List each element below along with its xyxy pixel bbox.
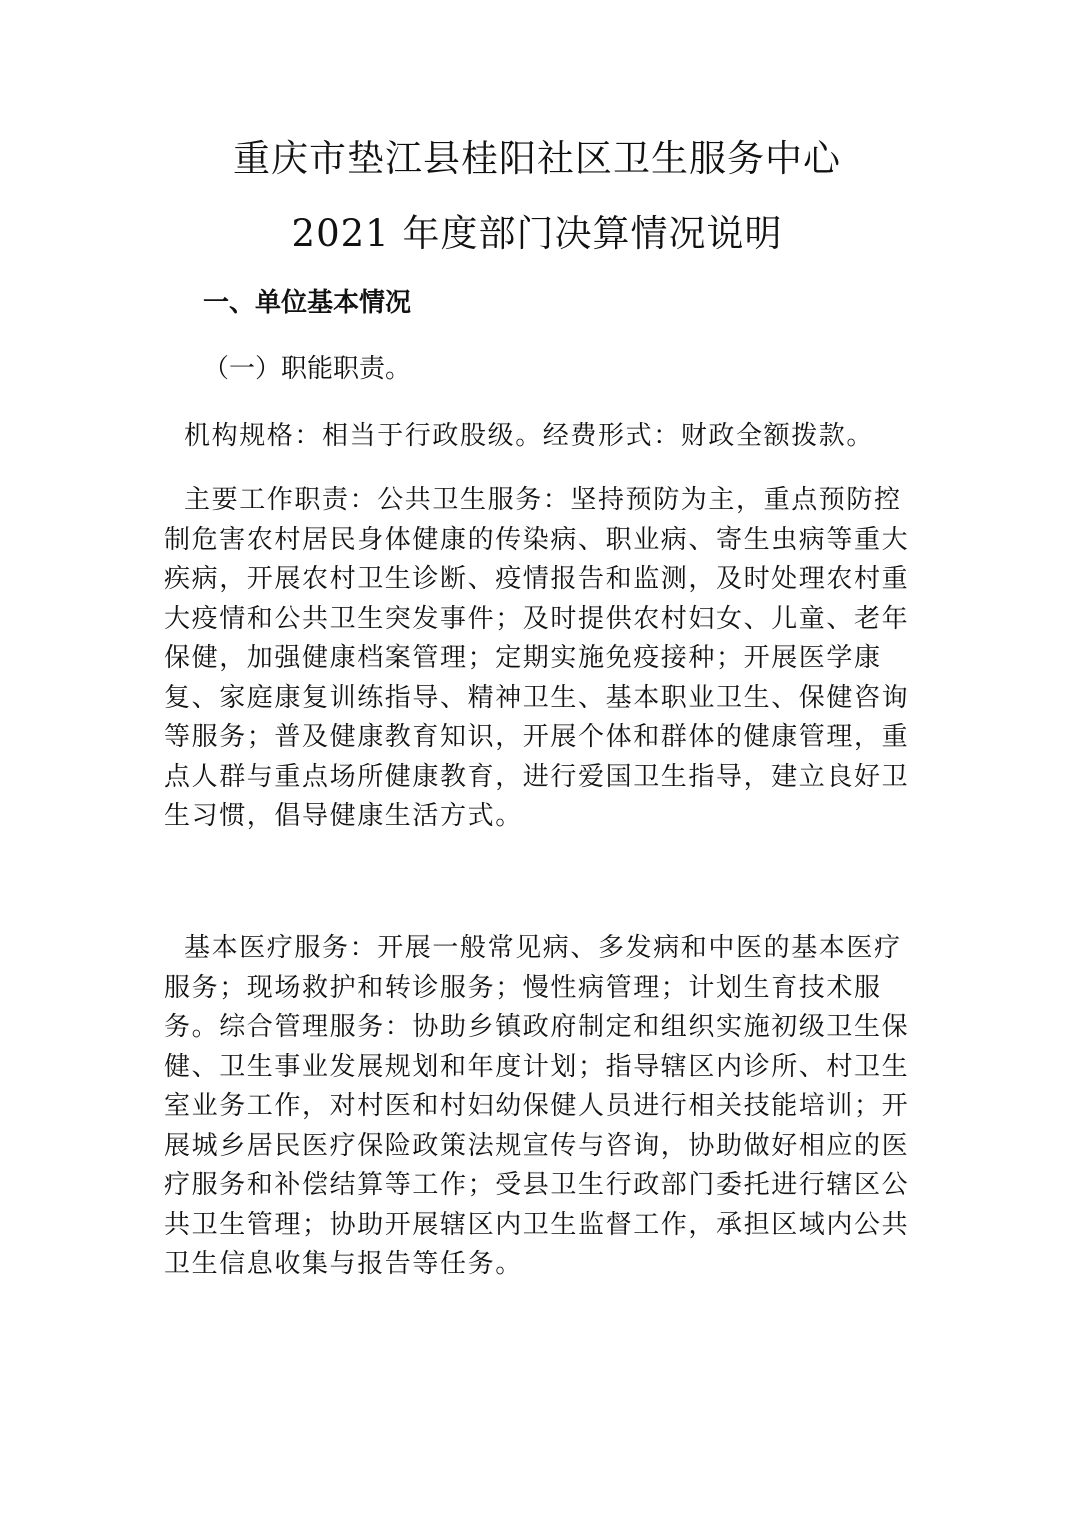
paragraph-main-duties: 主要工作职责：公共卫生服务：坚持预防为主，重点预防控制危害农村居民身体健康的传染病、职业病、寄生虫病等重大疾病，开展农村卫生诊断、疫情报告和监测，及时处理农村重大疫情和公共卫生突发事件；及时提供农村妇女、儿童、老年保健，加强健康档案管理；定期实施免疫接种；开展医学康复、家庭康复训练指导、精神卫生、基本职业卫生、保健咨询等服务；普及健康教育知识，开展个体和群体的健康管理，重点人群与重点场所健康教育，进行爱国卫生指导，建立良好卫生习惯，倡导健康生活方式。 <box>164 485 910 831</box>
paragraph-institution-spec: 机构规格：相当于行政股级。经费形式：财政全额拨款。 <box>184 421 875 451</box>
document-title-line1: 重庆市垫江县桂阳社区卫生服务中心 <box>233 137 841 180</box>
subsection-heading-duties: （一）职能职责。 <box>203 354 412 384</box>
document-title-line2: 2021 年度部门决算情况说明 <box>291 212 783 255</box>
paragraph-basic-medical-services: 基本医疗服务：开展一般常见病、多发病和中医的基本医疗服务；现场救护和转诊服务；慢性病管理；计划生育技术服务。综合管理服务：协助乡镇政府制定和组织实施初级卫生保健、卫生事业发展规划和年度计划；指导辖区内诊所、村卫生室业务工作，对村医和村妇幼保健人员进行相关技能培训；开展城乡居民医疗保险政策法规宣传与咨询，协助做好相应的医疗服务和补偿结算等工作；受县卫生行政部门委托进行辖区公共卫生管理；协助开展辖区内卫生监督工作，承担区域内公共卫生信息收集与报告等任务。 <box>164 933 910 1279</box>
section-heading-basic-info: 一、单位基本情况 <box>203 288 412 318</box>
